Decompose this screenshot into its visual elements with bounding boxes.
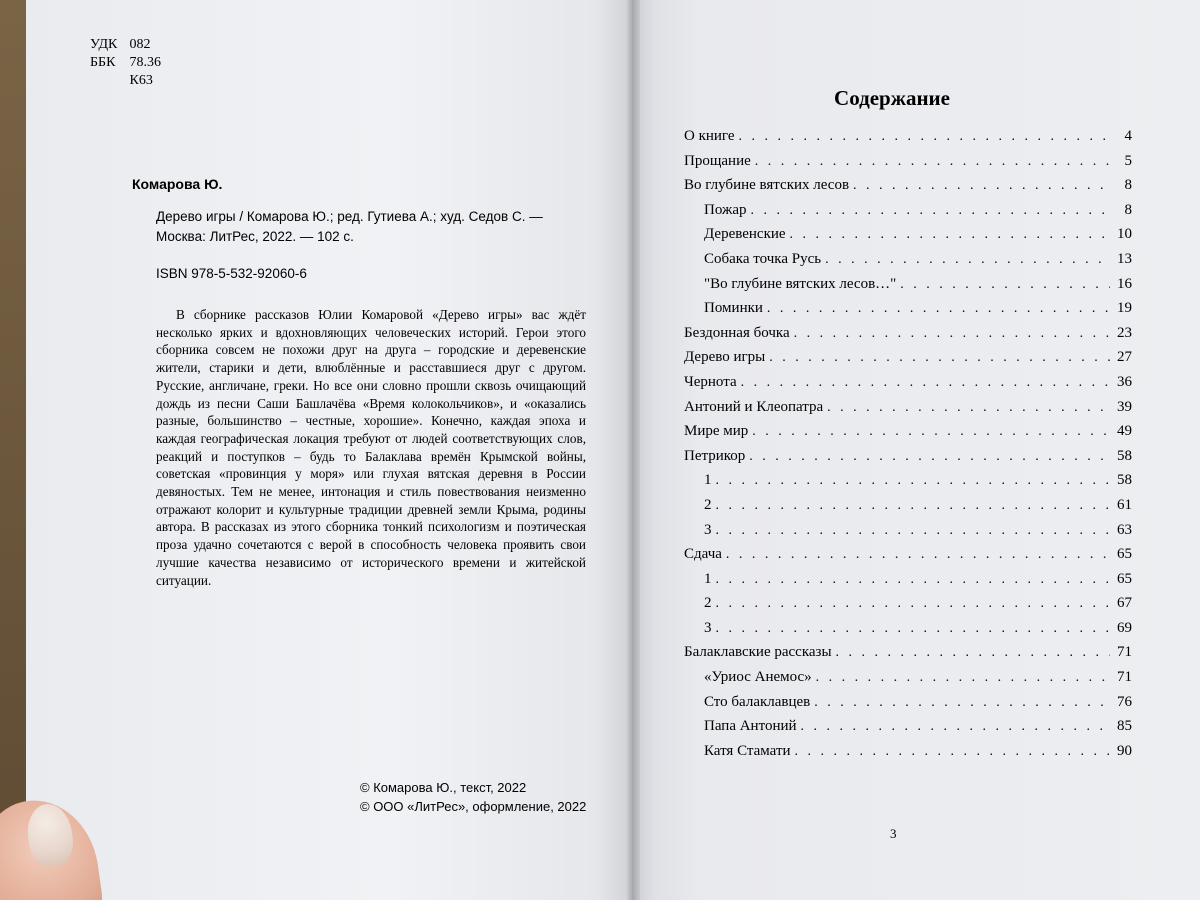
toc-entry <box>684 395 1132 420</box>
toc-entry <box>684 149 1132 174</box>
toc-entry-page: 39 <box>1117 398 1132 415</box>
toc-entry-page: 65 <box>1117 570 1132 587</box>
toc-leader-dots <box>825 248 1110 273</box>
toc-leader-dots <box>816 666 1110 691</box>
toc-entry-page: 16 <box>1117 275 1132 292</box>
toc-entry-page: 10 <box>1117 226 1132 243</box>
toc-entry <box>684 591 1132 616</box>
toc-leader-dots <box>716 568 1111 593</box>
toc-entry-title: 3 <box>704 521 712 538</box>
toc-leader-dots <box>795 740 1110 765</box>
toc-entry-page: 19 <box>1117 300 1132 317</box>
toc-entry <box>684 345 1132 370</box>
toc-entry-title: Поминки <box>704 300 763 317</box>
toc-entry <box>684 518 1132 543</box>
toc-entry-page: 85 <box>1117 718 1132 735</box>
udc-key: УДК <box>90 37 118 52</box>
author-sign-value: К63 <box>129 73 153 88</box>
toc-entry-page: 65 <box>1117 546 1132 563</box>
toc-entry-title: 2 <box>704 595 712 612</box>
toc-entry-page: 67 <box>1117 595 1132 612</box>
toc-leader-dots <box>755 150 1110 175</box>
copyright-line: © ООО «ЛитРес», оформление, 2022 <box>360 799 587 814</box>
toc-entry-title: Прощание <box>684 152 751 169</box>
toc-entry-title: 1 <box>704 570 712 587</box>
toc-entry-title: Дерево игры <box>684 349 766 366</box>
toc-leader-dots <box>836 641 1110 666</box>
toc-entry <box>684 542 1132 567</box>
toc-entry-title: 3 <box>704 619 712 636</box>
toc-leader-dots <box>716 469 1111 494</box>
toc-entry <box>684 468 1132 493</box>
toc-entry-title: Во глубине вятских лесов <box>684 177 850 194</box>
toc-entry <box>684 198 1132 223</box>
toc-leader-dots <box>716 592 1111 617</box>
bbk-row <box>90 54 161 72</box>
toc-entry-title: Катя Стамати <box>704 742 791 759</box>
toc-entry-page: 76 <box>1117 693 1132 710</box>
toc-leader-dots <box>739 125 1110 150</box>
toc-entry-title: Сдача <box>684 546 722 563</box>
toc-entry-title: Бездонная бочка <box>684 324 790 341</box>
bbk-key: ББК <box>90 55 116 70</box>
toc-entry-title: Сто балаклавцев <box>704 693 811 710</box>
toc-leader-dots <box>750 199 1110 224</box>
toc-leader-dots <box>716 519 1111 544</box>
toc-entry-page: 63 <box>1117 521 1132 538</box>
toc-entry-title: О книге <box>684 128 735 144</box>
toc-entry-page: 8 <box>1124 201 1132 218</box>
toc-entry-title: Собака точка Русь <box>704 250 822 267</box>
toc-entry-page: 49 <box>1117 423 1132 440</box>
toc-leader-dots <box>767 297 1110 322</box>
toc-entry-page: 23 <box>1117 324 1132 341</box>
toc-entry <box>684 321 1132 346</box>
toc-leader-dots <box>853 174 1110 199</box>
toc-entry-page: 36 <box>1117 373 1132 390</box>
author-sign-row <box>90 72 161 90</box>
toc-entry <box>684 296 1132 321</box>
toc-entry-title: Петрикор <box>684 447 746 464</box>
toc-entry-title: Чернота <box>684 373 737 390</box>
toc-entry <box>684 247 1132 272</box>
toc-leader-dots <box>749 445 1110 470</box>
toc-leader-dots <box>741 371 1110 396</box>
toc-entry-page: 71 <box>1117 644 1132 661</box>
toc-entry-title: Папа Антоний <box>704 718 797 735</box>
bbk-value: 78.36 <box>129 55 161 70</box>
book-gutter <box>626 0 640 900</box>
bibliographic-record <box>156 207 586 247</box>
udc-row <box>90 36 161 54</box>
biblio-line: Дерево игры / Комарова Ю.; ред. Гутиева А.; худ. Седов С. — <box>156 209 543 224</box>
udc-value: 082 <box>129 37 151 52</box>
toc-entry-page: 8 <box>1124 177 1132 194</box>
toc-entry <box>684 493 1132 518</box>
toc-entry-page: 58 <box>1117 472 1132 489</box>
biblio-line: Москва: ЛитРес, 2022. — 102 с. <box>156 229 354 244</box>
toc-entry-page: 71 <box>1117 669 1132 686</box>
toc-entry-title: Балаклавские рассказы <box>684 644 832 661</box>
toc-entry-page: 69 <box>1117 619 1132 636</box>
toc-entry-page: 4 <box>1124 128 1132 144</box>
toc-entry-page: 58 <box>1117 447 1132 464</box>
toc-entry-title: 1 <box>704 472 712 489</box>
toc-entry-page: 61 <box>1117 496 1132 513</box>
copyright-notices <box>360 778 586 816</box>
toc-entry-title: Пожар <box>704 201 747 218</box>
toc-entry <box>684 567 1132 592</box>
toc-entry <box>684 272 1132 297</box>
toc-leader-dots <box>794 322 1110 347</box>
isbn: ISBN 978-5-532-92060-6 <box>156 266 307 281</box>
classification-codes <box>90 36 161 90</box>
toc-entry-title: "Во глубине вятских лесов…" <box>704 275 897 292</box>
toc-entry-title: 2 <box>704 496 712 513</box>
copyright-line: © Комарова Ю., текст, 2022 <box>360 780 527 795</box>
toc-entry-page: 5 <box>1124 152 1132 169</box>
toc-leader-dots <box>716 494 1111 519</box>
page-number: 3 <box>890 826 897 841</box>
toc-entry <box>684 444 1132 469</box>
toc-entry-page: 27 <box>1117 349 1132 366</box>
toc-leader-dots <box>801 715 1110 740</box>
toc-leader-dots <box>900 273 1110 298</box>
toc-entry <box>684 419 1132 444</box>
toc-entry-page: 13 <box>1117 250 1132 267</box>
toc-leader-dots <box>769 346 1110 371</box>
author-heading: Комарова Ю. <box>132 176 223 192</box>
toc-leader-dots <box>726 543 1110 568</box>
toc-title: Содержание <box>834 86 950 110</box>
toc-entry <box>684 690 1132 715</box>
toc-leader-dots <box>814 691 1110 716</box>
toc-entry-page: 90 <box>1117 742 1132 759</box>
toc-leader-dots <box>827 396 1110 421</box>
toc-leader-dots <box>790 223 1110 248</box>
toc-entry-title: «Уриос Анемос» <box>704 669 812 686</box>
toc-entry <box>684 616 1132 641</box>
toc-entry <box>684 640 1132 665</box>
toc-entry <box>684 222 1132 247</box>
toc-leader-dots <box>752 420 1110 445</box>
toc-entry-title: Антоний и Клеопатра <box>684 398 824 415</box>
toc-entry <box>684 370 1132 395</box>
toc-entry <box>684 173 1132 198</box>
toc-leader-dots <box>716 617 1111 642</box>
toc-entry <box>684 714 1132 739</box>
annotation: В сборнике рассказов Юлии Комаровой «Дерево игры» вас ждёт несколько ярких и вдохновляющих человеческих историй. Герои этого сборника совсем не похожи друг на друга – городские и деревенские жители, старики и дети, влюблённые и расставшиеся друг с другом. Русские, англичане, греки. Но все они словно прошли сквозь очищающий дождь из песни Саши Башлачёва «Время колокольчиков», и «оказались разные, большинство – честные, хорошие». Конечно, каждая эпоха и каждая географическая локация требуют от людей соответствующих слов, реакций и поступков – будь то Балаклава времён Крымской войны, советская «провинция у моря» или глухая вятская деревня в России девяностых. Тем не менее, интонация и стиль повествования неизменно отражают колорит и культурные традиции древней земли Крыма, родины автора. В рассказах из этого сборника тонкий психологизм и поэтическая проза удачно сочетаются с верой в способность человека проявить свои лучшие качества независимо от исторического времени и житейской ситуации. <box>156 307 586 588</box>
toc-entry-title: Мире мир <box>684 423 749 440</box>
table-of-contents <box>684 124 1132 763</box>
toc-entry <box>684 665 1132 690</box>
toc-entry <box>684 739 1132 764</box>
toc-entry <box>684 124 1132 149</box>
toc-entry-title: Деревенские <box>704 226 786 243</box>
